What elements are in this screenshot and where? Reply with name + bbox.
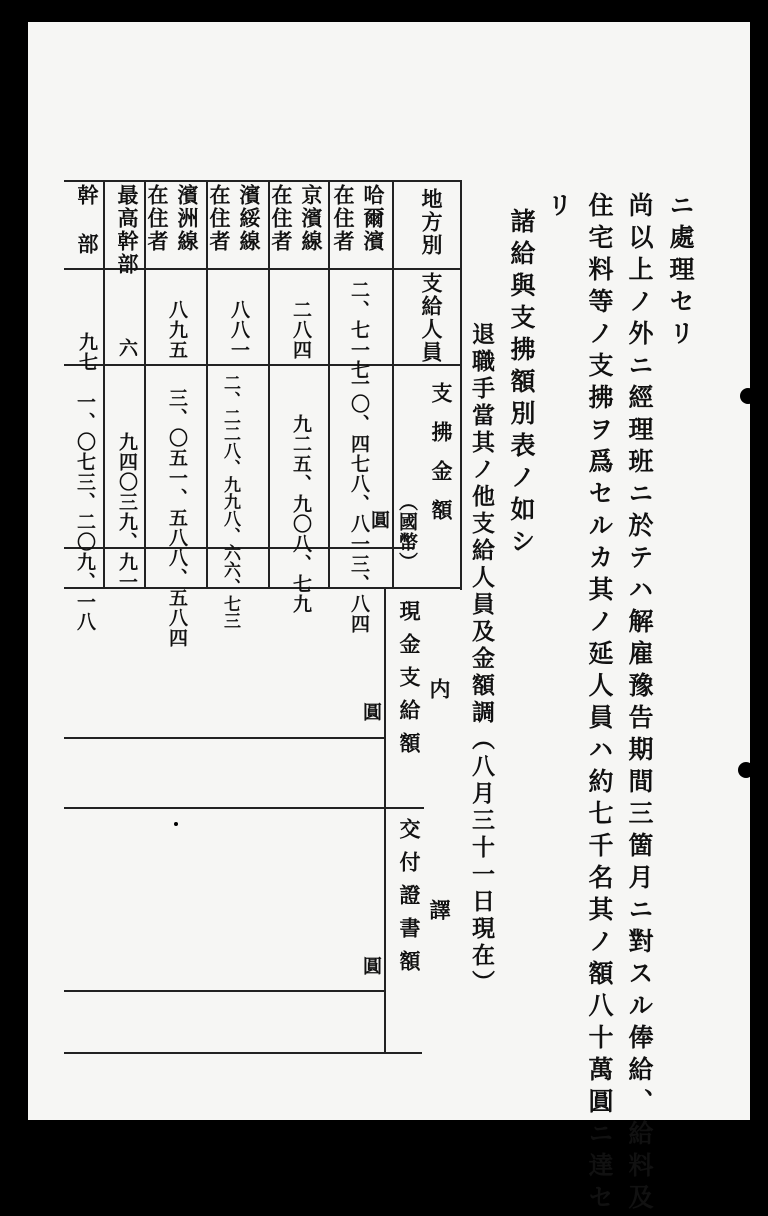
table-row-divider-5 [64,737,386,739]
table-row-divider-2 [64,364,462,366]
row-3-region: 濱綏線在住者 [207,184,262,253]
body-line-4: リ [544,192,573,224]
header-bond: 交付證書額 [397,818,422,983]
body-line-3: 住宅料等ノ支拂ヲ爲セルカ其ノ延人員ハ約七千名其ノ額八十萬圓ニ達セ [585,192,614,1216]
row-3-amount: 二、二二八、九九八、六六、七三 [220,374,240,629]
row-4-region: 濱洲線在住者 [145,184,200,253]
row-6-amount: 一、〇七三、二〇九、一八 [74,392,96,632]
row-3-persons: 八八一 [228,300,250,360]
table-right-border [460,180,462,590]
row-4-amount: 三、〇五一、五八八、五八四 [166,388,188,648]
table-bottom-border [64,1052,422,1054]
header-amount-unit: 圓 [368,510,390,530]
speck-mark [174,822,178,826]
header-persons: 支給人員 [419,272,444,364]
header-bond-unit: 圓 [360,956,382,976]
document-page [28,22,750,1216]
row-2-amount: 九二五、九〇八、七九 [290,414,312,614]
row-5-region: 最高幹部 [115,184,140,276]
row-5-persons: 六 [116,338,138,358]
row-4-persons: 八九五 [166,300,188,360]
table-col-divider-1 [103,180,105,587]
body-line-1: ニ處理セリ [666,192,695,352]
row-1-region: 哈爾濱在住者 [331,184,386,253]
row-1-persons: 二、七一七 [348,280,370,380]
row-2-region: 京濱線在住者 [269,184,324,253]
table-header-divider [384,587,386,1054]
body-line-5: 諸給與支拂額別表ノ如シ [507,208,536,560]
header-region: 地方別 [419,188,444,257]
body-line-2: 尚以上ノ外ニ經理班ニ於テハ解雇豫告期間三箇月ニ對スル俸給、給料及 [625,192,654,1216]
table-top-border [64,180,462,182]
row-6-persons: 九七 [76,332,98,372]
header-cash: 現金支給額 [397,600,422,765]
header-amount: 支拂金額 [429,382,454,538]
table-row-divider-6 [64,807,424,809]
binder-hole-top [740,388,756,404]
row-1-amount: 一〇、四七八、八一三、八四 [348,374,370,634]
row-2-persons: 二八四 [290,300,312,360]
header-amount-note: （國幣） [396,492,418,572]
binder-hole-bottom [738,762,754,778]
header-breakdown: 内譯 [427,678,452,1120]
row-6-region: 幹部 [75,184,100,282]
row-5-amount: 九四〇三九、九一 [116,432,138,592]
header-cash-unit: 圓 [360,702,382,722]
table-row-divider-7 [64,990,386,992]
table-title: 退職手當其ノ他支給人員及金額調（八月三十一日現在） [468,322,495,997]
